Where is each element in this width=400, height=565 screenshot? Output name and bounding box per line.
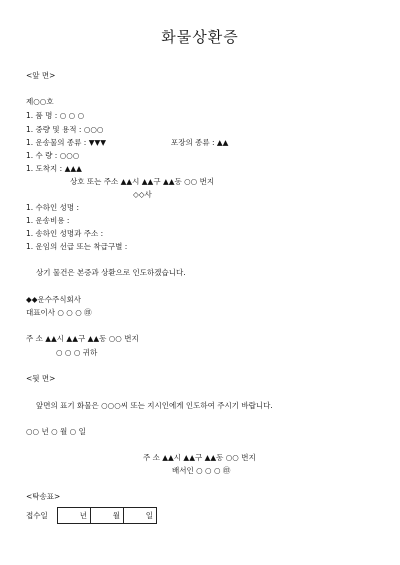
- destination-address: 상호 또는 주소 ▲▲시 ▲▲구 ▲▲동 ○○ 번지: [70, 177, 215, 186]
- item-type: 1. 운송물의 종류 : ▼▼▼: [26, 138, 106, 147]
- receipt-label: <탁송표>: [26, 492, 61, 501]
- item-shipping-cost: 1. 운송비용 :: [26, 216, 70, 225]
- back-label: <뒷 면>: [26, 374, 56, 383]
- received-date-label: 접수일: [26, 511, 48, 520]
- item-consignee: 1. 수하인 성명 :: [26, 203, 80, 212]
- endorser: 배서인 ○ ○ ○ ㊞: [172, 466, 231, 475]
- company-ceo: 대표이사 ○ ○ ○ ㊞: [26, 308, 92, 317]
- item-shipper: 1. 송하인 성명과 주소 :: [26, 229, 104, 238]
- company-name: ◆◆운수주식회사: [26, 295, 82, 304]
- item-name: 1. 품 명 : ○ ○ ○: [26, 111, 85, 120]
- received-day-cell: 일: [145, 511, 153, 520]
- back-address: 주 소 ▲▲시 ▲▲구 ▲▲동 ○○ 번지: [143, 453, 256, 462]
- destination-company: ◇◇사: [133, 190, 152, 199]
- document-title: 화물상환증: [161, 28, 239, 46]
- item-packing: 포장의 종류 : ▲▲: [171, 138, 229, 147]
- front-label: <앞 면>: [26, 71, 56, 80]
- document-number: 제○○호: [26, 97, 54, 106]
- recipient: ○ ○ ○ 귀하: [56, 348, 98, 357]
- received-month-cell: 월: [91, 508, 124, 523]
- item-destination: 1. 도착지 : ▲▲▲: [26, 164, 82, 173]
- item-weight: 1. 중량 및 용적 : ○○○: [26, 125, 104, 134]
- received-date-box: [57, 507, 157, 524]
- company-address: 주 소 ▲▲시 ▲▲구 ▲▲동 ○○ 번지: [26, 334, 139, 343]
- received-year-cell: 년: [58, 508, 91, 523]
- item-quantity: 1. 수 량 : ○○○: [26, 151, 80, 160]
- back-date: ○○ 년 ○ 월 ○ 일: [26, 427, 86, 436]
- item-freight-terms: 1. 운임의 선급 또는 착급구별 :: [26, 242, 128, 251]
- delivery-statement: 상기 물건은 본증과 상환으로 인도하겠습니다.: [36, 268, 186, 277]
- back-statement: 앞면의 표기 화물은 ○○○씨 또는 지시인에게 인도하여 주시기 바랍니다.: [36, 401, 273, 410]
